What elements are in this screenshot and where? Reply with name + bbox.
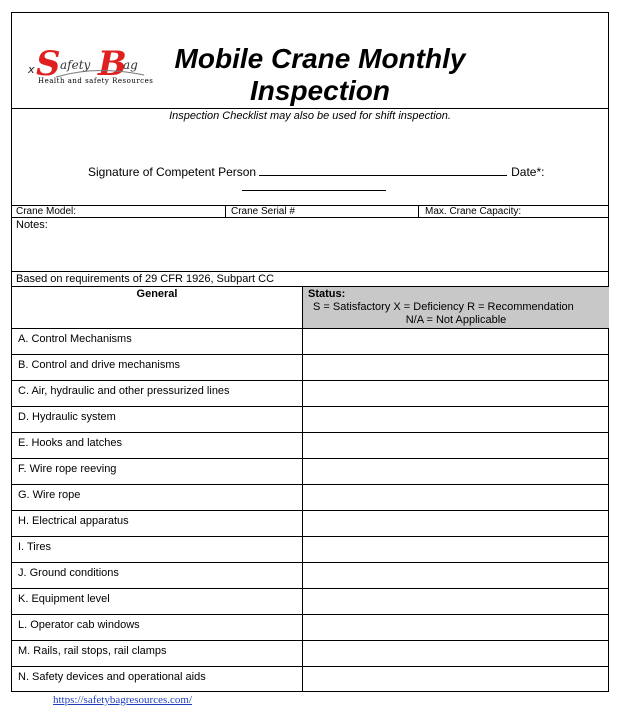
divider [418, 205, 419, 217]
checklist-item-label: I. Tires [18, 541, 52, 553]
date-label: Date*: [511, 165, 545, 179]
status-cell[interactable] [303, 381, 608, 405]
svg-text:afety: afety [60, 58, 91, 72]
status-cell[interactable] [303, 355, 608, 379]
status-cell[interactable] [303, 433, 608, 457]
checklist-item-label: A. Control Mechanisms [18, 333, 132, 345]
status-cell[interactable] [303, 485, 608, 509]
status-cell[interactable] [303, 589, 608, 613]
status-cell[interactable] [303, 563, 608, 587]
status-cell[interactable] [303, 641, 608, 665]
date-field[interactable] [242, 190, 386, 191]
signature-field[interactable] [259, 165, 507, 176]
checklist-item-label: B. Control and drive mechanisms [18, 359, 181, 371]
status-cell[interactable] [303, 537, 608, 561]
status-legend-cell [303, 287, 609, 328]
checklist-item-label: D. Hydraulic system [18, 411, 116, 423]
general-header: General [136, 288, 178, 300]
subtitle: Inspection Checklist may also be used for shift inspection. [169, 110, 451, 122]
svg-text:B: B [98, 44, 127, 84]
status-cell[interactable] [303, 459, 608, 483]
status-legend-line-1: S = Satisfactory X = Deficiency R = Recommendation [313, 301, 574, 313]
status-title: Status: [308, 288, 346, 300]
status-legend-line-2: N/A = Not Applicable [405, 314, 507, 326]
website-link[interactable]: https://safetybagresources.com/ [53, 694, 192, 706]
status-cell[interactable] [303, 329, 608, 353]
checklist-item-label: F. Wire rope reeving [18, 463, 117, 475]
checklist-item-label: K. Equipment level [18, 593, 110, 605]
notes-label: Notes: [16, 219, 48, 231]
checklist-item-label: N. Safety devices and operational aids [18, 671, 206, 683]
crane-model-label: Crane Model: [16, 206, 77, 217]
signature-row [88, 165, 544, 179]
status-cell[interactable] [303, 615, 608, 639]
divider [12, 217, 608, 218]
signature-label: Signature of Competent Person [88, 165, 257, 179]
checklist-item-label: E. Hooks and latches [18, 437, 122, 449]
svg-text:x: x [28, 63, 35, 76]
checklist-item-label: J. Ground conditions [18, 567, 119, 579]
divider [12, 271, 608, 272]
svg-text:ag: ag [123, 58, 138, 72]
status-cell[interactable] [303, 667, 608, 691]
divider [12, 108, 608, 109]
svg-text:S: S [36, 44, 61, 84]
requirements-text: Based on requirements of 29 CFR 1926, Subpart CC [16, 273, 275, 285]
status-cell[interactable] [303, 511, 608, 535]
logo-tagline: Health and safety Resources [38, 77, 154, 85]
crane-serial-label: Crane Serial # [231, 206, 295, 217]
title-line-2: Inspection [249, 75, 390, 106]
checklist-item-label: L. Operator cab windows [18, 619, 140, 631]
safety-bag-logo [26, 35, 161, 90]
checklist-item-label: G. Wire rope [18, 489, 81, 501]
crane-capacity-label: Max. Crane Capacity: [425, 206, 522, 217]
divider [225, 205, 226, 217]
inspection-form [11, 12, 609, 692]
checklist-item-label: H. Electrical apparatus [18, 515, 129, 527]
checklist-item-label: M. Rails, rail stops, rail clamps [18, 645, 167, 657]
page-title [160, 43, 480, 107]
status-cell[interactable] [303, 407, 608, 431]
title-line-1: Mobile Crane Monthly [174, 43, 466, 74]
checklist-item-label: C. Air, hydraulic and other pressurized lines [18, 385, 230, 397]
